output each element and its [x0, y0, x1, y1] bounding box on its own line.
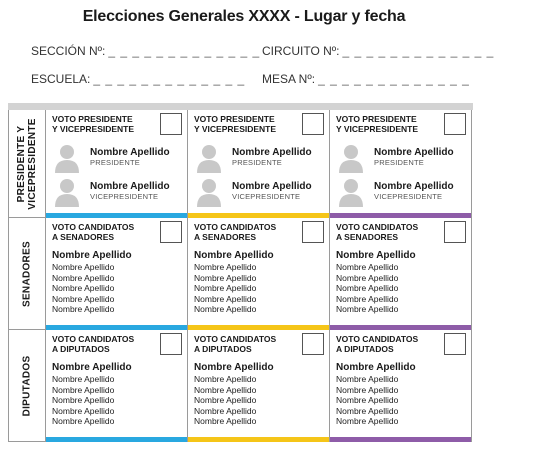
- list-item: Nombre Apellido: [336, 384, 399, 395]
- header-line2: A SENADORES: [52, 232, 115, 242]
- header-line2: Y VICEPRESIDENTE: [52, 124, 135, 134]
- list-item: Nombre Apellido: [52, 405, 115, 416]
- cell-header: [336, 334, 444, 354]
- candidate-list: [52, 362, 182, 427]
- escuela-blank[interactable]: _ _ _ _ _ _ _ _ _ _ _ _ _: [93, 72, 246, 86]
- header-line2: Y VICEPRESIDENTE: [336, 124, 419, 134]
- list-item: Nombre Apellido: [194, 405, 257, 416]
- header-line2: A SENADORES: [194, 232, 257, 242]
- header-line1: VOTO CANDIDATOS: [194, 222, 277, 232]
- lead-candidate: Nombre Apellido: [194, 362, 274, 373]
- header-line2: A DIPUTADOS: [194, 344, 252, 354]
- list-item: Nombre Apellido: [336, 262, 399, 272]
- party-color-stripe: [188, 437, 329, 442]
- row-label-diputados: [9, 330, 46, 442]
- list-item: Nombre Apellido: [194, 262, 257, 272]
- candidate-name: Nombre Apellido: [374, 181, 454, 192]
- person-silhouette-icon: [338, 177, 364, 207]
- header-line1: VOTO CANDIDATOS: [194, 334, 277, 344]
- party-color-stripe: [330, 437, 471, 442]
- candidate-role: VICEPRESIDENTE: [90, 192, 159, 201]
- list-item: Nombre Apellido: [336, 416, 399, 426]
- row-presidente: [9, 110, 474, 218]
- vote-checkbox[interactable]: [302, 113, 324, 135]
- person-silhouette-icon: [196, 143, 222, 173]
- lead-candidate: Nombre Apellido: [52, 250, 132, 261]
- cell-diputados-blue[interactable]: [46, 330, 188, 442]
- cell-senadores-yellow[interactable]: [188, 218, 330, 330]
- lead-candidate: Nombre Apellido: [336, 250, 416, 261]
- cell-header: [52, 114, 160, 134]
- row-label-senadores: [9, 218, 46, 330]
- ballot-top-bar: [8, 103, 473, 110]
- list-item: Nombre Apellido: [52, 293, 115, 304]
- page-title: Elecciones Generales XXXX - Lugar y fecha: [82, 8, 406, 25]
- row-label-line1: SENADORES: [21, 240, 33, 307]
- list-item: Nombre Apellido: [194, 416, 257, 426]
- cell-presidente-yellow[interactable]: [188, 110, 330, 218]
- candidate-name: Nombre Apellido: [90, 181, 170, 192]
- list-item: Nombre Apellido: [52, 384, 115, 395]
- list-item: Nombre Apellido: [336, 395, 399, 405]
- candidate-role: PRESIDENTE: [374, 158, 424, 167]
- ballot-grid: [8, 110, 474, 442]
- candidate-vicepresidente: [336, 177, 468, 207]
- cell-header: [194, 114, 302, 134]
- seccion-label: SECCIÓN Nº:: [31, 44, 106, 58]
- cell-header: [336, 222, 444, 242]
- person-silhouette-icon: [54, 143, 80, 173]
- header-line2: A SENADORES: [336, 232, 399, 242]
- candidate-list: [336, 362, 466, 427]
- list-item: Nombre Apellido: [336, 374, 399, 384]
- list-item: Nombre Apellido: [52, 395, 115, 405]
- vote-checkbox[interactable]: [444, 333, 466, 355]
- party-color-stripe: [46, 437, 187, 442]
- escuela-label: ESCUELA:: [31, 72, 91, 86]
- cell-header: [194, 334, 302, 354]
- cell-presidente-blue[interactable]: [46, 110, 188, 218]
- escuela-field[interactable]: [31, 72, 245, 86]
- candidate-name: Nombre Apellido: [90, 147, 170, 158]
- list-item: Nombre Apellido: [336, 272, 399, 283]
- lead-candidate: Nombre Apellido: [336, 362, 416, 373]
- seccion-blank[interactable]: _ _ _ _ _ _ _ _ _ _ _ _ _: [108, 44, 261, 58]
- vote-checkbox[interactable]: [444, 113, 466, 135]
- header-line1: VOTO CANDIDATOS: [336, 334, 419, 344]
- list-item: Nombre Apellido: [52, 304, 115, 314]
- row-label-line1: DIPUTADOS: [21, 355, 33, 416]
- list-item: Nombre Apellido: [336, 283, 399, 293]
- vote-checkbox[interactable]: [302, 333, 324, 355]
- row-senadores: [9, 218, 474, 330]
- lead-candidate: Nombre Apellido: [194, 250, 274, 261]
- candidate-presidente: [194, 143, 326, 173]
- header-line1: VOTO CANDIDATOS: [52, 222, 135, 232]
- candidate-list: [194, 250, 324, 315]
- list-item: Nombre Apellido: [52, 374, 115, 384]
- cell-diputados-yellow[interactable]: [188, 330, 330, 442]
- person-silhouette-icon: [54, 177, 80, 207]
- list-item: Nombre Apellido: [52, 283, 115, 293]
- list-item: Nombre Apellido: [194, 374, 257, 384]
- candidate-name: Nombre Apellido: [232, 147, 312, 158]
- list-item: Nombre Apellido: [194, 272, 257, 283]
- circuito-blank[interactable]: _ _ _ _ _ _ _ _ _ _ _ _ _: [342, 44, 495, 58]
- row-label-line2: VICEPRESIDENTE: [27, 117, 38, 210]
- vote-checkbox[interactable]: [160, 113, 182, 135]
- list-item: Nombre Apellido: [336, 293, 399, 304]
- row-label-presidente: [9, 110, 46, 218]
- candidate-vicepresidente: [52, 177, 184, 207]
- list-item: Nombre Apellido: [194, 293, 257, 304]
- candidate-list: [336, 250, 466, 315]
- cell-header: [194, 222, 302, 242]
- circuito-field[interactable]: [262, 44, 494, 58]
- person-silhouette-icon: [338, 143, 364, 173]
- list-item: Nombre Apellido: [194, 384, 257, 395]
- candidate-list: [194, 362, 324, 427]
- candidate-name: Nombre Apellido: [374, 147, 454, 158]
- candidate-name: Nombre Apellido: [232, 181, 312, 192]
- cell-senadores-blue[interactable]: [46, 218, 188, 330]
- vote-checkbox[interactable]: [160, 221, 182, 243]
- list-item: Nombre Apellido: [336, 405, 399, 416]
- mesa-label: MESA Nº:: [262, 72, 316, 86]
- list-item: Nombre Apellido: [336, 304, 399, 314]
- mesa-field[interactable]: [262, 72, 470, 86]
- header-line1: VOTO CANDIDATOS: [52, 334, 135, 344]
- candidate-presidente: [52, 143, 184, 173]
- candidate-list: [52, 250, 182, 315]
- header-line2: A DIPUTADOS: [336, 344, 394, 354]
- mesa-blank[interactable]: _ _ _ _ _ _ _ _ _ _ _ _ _: [318, 72, 470, 86]
- candidate-vicepresidente: [194, 177, 326, 207]
- list-item: Nombre Apellido: [194, 283, 257, 293]
- vote-checkbox[interactable]: [444, 221, 466, 243]
- header-line1: VOTO PRESIDENTE: [336, 114, 417, 124]
- cell-header: [336, 114, 444, 134]
- person-silhouette-icon: [196, 177, 222, 207]
- cell-header: [52, 334, 160, 354]
- row-diputados: [9, 330, 474, 442]
- candidate-role: PRESIDENTE: [90, 158, 140, 167]
- seccion-field[interactable]: [31, 44, 260, 58]
- candidate-role: PRESIDENTE: [232, 158, 282, 167]
- header-line1: VOTO PRESIDENTE: [194, 114, 275, 124]
- row-label-line1: PRESIDENTE Y: [16, 125, 27, 202]
- list-item: Nombre Apellido: [52, 272, 115, 283]
- lead-candidate: Nombre Apellido: [52, 362, 132, 373]
- candidate-presidente: [336, 143, 468, 173]
- vote-checkbox[interactable]: [302, 221, 324, 243]
- cell-senadores-purple[interactable]: [330, 218, 472, 330]
- cell-presidente-purple[interactable]: [330, 110, 472, 218]
- header-line1: VOTO CANDIDATOS: [336, 222, 419, 232]
- candidate-role: VICEPRESIDENTE: [232, 192, 301, 201]
- header-line2: A DIPUTADOS: [52, 344, 110, 354]
- list-item: Nombre Apellido: [52, 262, 115, 272]
- list-item: Nombre Apellido: [52, 416, 115, 426]
- list-item: Nombre Apellido: [194, 304, 257, 314]
- candidate-role: VICEPRESIDENTE: [374, 192, 443, 201]
- list-item: Nombre Apellido: [194, 395, 257, 405]
- circuito-label: CIRCUITO Nº:: [262, 44, 340, 58]
- header-line2: Y VICEPRESIDENTE: [194, 124, 277, 134]
- cell-header: [52, 222, 160, 242]
- vote-checkbox[interactable]: [160, 333, 182, 355]
- header-line1: VOTO PRESIDENTE: [52, 114, 133, 124]
- cell-diputados-purple[interactable]: [330, 330, 472, 442]
